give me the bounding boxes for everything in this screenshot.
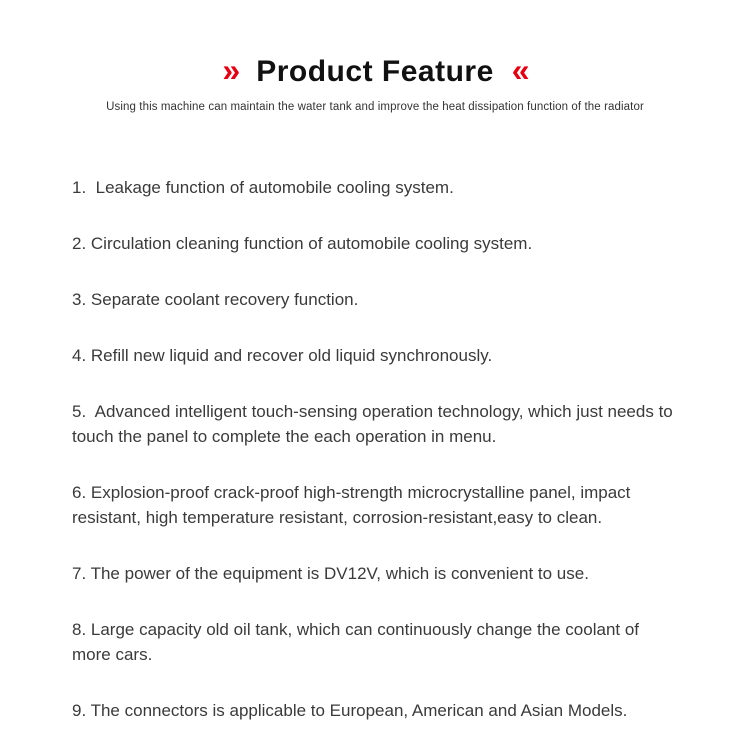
feature-item-7: 7. The power of the equipment is DV12V, which is convenient to use. <box>72 564 589 583</box>
feature-item-2: 2. Circulation cleaning function of automobile cooling system. <box>72 234 533 253</box>
left-chevrons-icon: « <box>511 52 528 88</box>
feature-item-1: 1. Leakage function of automobile cooling system. <box>72 178 454 197</box>
feature-list <box>72 175 680 723</box>
feature-item-3: 3. Separate coolant recovery function. <box>72 290 359 309</box>
page-title: Product Feature <box>256 55 494 88</box>
right-chevrons-icon: » <box>222 52 239 88</box>
title-row <box>0 52 750 89</box>
feature-item-9: 9. The connectors is applicable to European, American and Asian Models. <box>72 701 628 720</box>
page-subtitle: Using this machine can maintain the water tank and improve the heat dissipation function of the radiator <box>106 101 644 113</box>
feature-item-4: 4. Refill new liquid and recover old liquid synchronously. <box>72 346 493 365</box>
feature-item-5: 5. Advanced intelligent touch-sensing operation technology, which just needs to touch the panel to complete the each operation in menu. <box>72 402 678 446</box>
feature-item-8: 8. Large capacity old oil tank, which can continuously change the coolant of more cars. <box>72 620 644 664</box>
page-header <box>0 0 750 113</box>
feature-item-6: 6. Explosion-proof crack-proof high-strength microcrystalline panel, impact resistant, high temperature resistant, corrosion-resistant,easy to clean. <box>72 483 636 527</box>
